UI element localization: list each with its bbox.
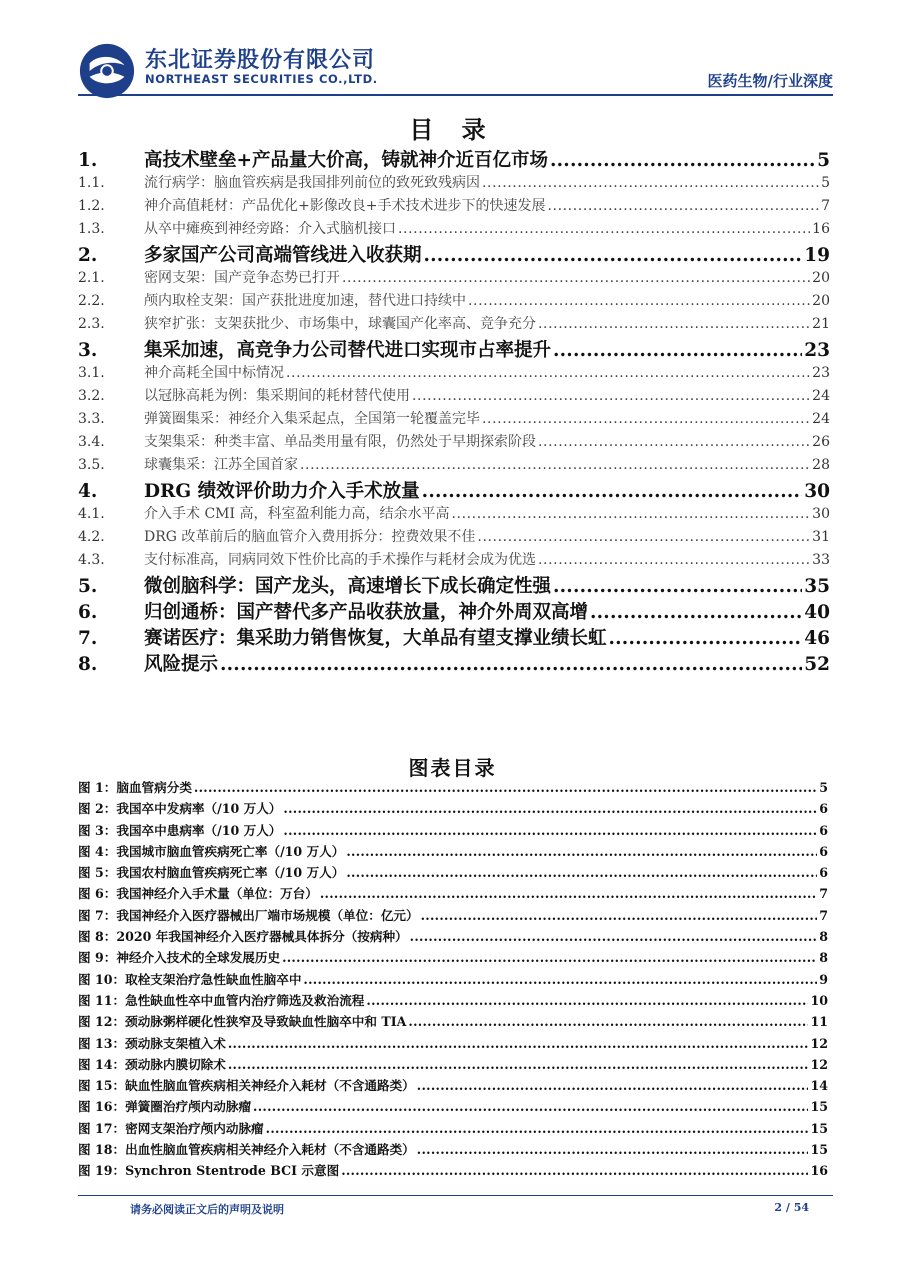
figure-entry[interactable] — [78, 777, 828, 798]
toc-entry[interactable] — [78, 267, 830, 290]
figure-entry-title: 缺血性脑血管疾病相关神经介入耗材（不含通路类） — [125, 1078, 415, 1094]
figure-entry-title: 我国城市脑血管疾病死亡率（/10 万人） — [116, 843, 345, 859]
figure-entry[interactable] — [78, 1054, 828, 1075]
dot-leader — [300, 457, 810, 473]
toc-entry-title: 流行病学：脑血管疾病是我国排列前位的致死致残病因 — [144, 175, 480, 191]
dot-leader — [468, 293, 810, 309]
toc-entry[interactable] — [78, 241, 830, 267]
toc-entry-page: 5 — [817, 150, 830, 171]
dot-leader — [398, 221, 810, 237]
figure-entry-title: 神经介入技术的全球发展历史 — [116, 950, 281, 966]
figure-entry-page: 5 — [819, 780, 828, 795]
figure-entry-title: 颈动脉粥样硬化性狭窄及导致缺血性脑卒中和 TIA — [125, 1014, 407, 1030]
toc-entry-page: 20 — [812, 293, 830, 309]
toc-entry[interactable] — [78, 526, 830, 549]
toc-entry-number: 5. — [78, 576, 98, 597]
footer-divider — [78, 1195, 833, 1196]
dot-leader — [266, 1121, 809, 1136]
dot-leader — [422, 481, 803, 502]
toc-entry[interactable] — [78, 477, 830, 503]
toc-entry-title: 介入手术 CMI 高，科室盈利能力高，结余水平高 — [144, 506, 450, 522]
toc-entry-number: 3.5. — [78, 457, 105, 473]
toc-entry-title: 支架集采：种类丰富、单品类用量有限，仍然处于早期探索阶段 — [144, 434, 536, 450]
toc-entry-page: 20 — [812, 270, 830, 286]
figure-entry-label: 图 6： — [78, 886, 117, 902]
figure-entry-title: 出血性脑血管疾病相关神经介入耗材（不含通路类） — [125, 1142, 415, 1158]
toc-entry-title: 赛诺医疗：集采助力销售恢复，大单品有望支撑业绩长虹 — [144, 628, 607, 649]
toc-entry-page: 46 — [804, 628, 830, 649]
toc-entry-number: 2. — [78, 245, 98, 266]
figure-entry-label: 图 17： — [78, 1120, 126, 1136]
toc-entry[interactable] — [78, 454, 830, 477]
dot-leader — [194, 780, 817, 795]
figure-entry-title: Synchron Stentrode BCI 示意图 — [125, 1163, 340, 1179]
dot-leader — [421, 908, 818, 923]
figure-entry-title: 密网支架治疗颅内动脉瘤 — [125, 1120, 264, 1136]
toc-entry[interactable] — [78, 385, 830, 408]
figure-entry-label: 图 10： — [78, 971, 126, 987]
toc-entry-number: 2.1. — [78, 270, 105, 286]
dot-leader — [228, 1057, 809, 1072]
toc-entry-page: 33 — [812, 552, 830, 568]
figure-index — [78, 777, 828, 1182]
figure-entry-label: 图 11： — [78, 992, 126, 1008]
figure-entry[interactable] — [78, 820, 828, 841]
figure-entry-page: 15 — [810, 1120, 828, 1136]
figure-entry[interactable] — [78, 1139, 828, 1160]
figure-entry[interactable] — [78, 883, 828, 904]
toc-entry-page: 30 — [812, 506, 830, 522]
figure-entry-page: 6 — [819, 865, 828, 881]
toc-entry[interactable] — [78, 336, 830, 362]
toc-entry-number: 2.3. — [78, 316, 105, 332]
dot-leader — [538, 316, 810, 332]
figure-entry-title: 我国卒中发病率（/10 万人） — [116, 801, 282, 817]
dot-leader — [320, 886, 817, 901]
table-of-contents — [78, 146, 830, 676]
toc-entry-title: 弹簧圈集采：神经介入集采起点，全国第一轮覆盖完毕 — [144, 411, 480, 427]
dot-leader — [283, 823, 817, 838]
dot-leader — [346, 844, 817, 859]
toc-entry-number: 7. — [78, 628, 98, 649]
figure-entry-label: 图 5： — [78, 865, 117, 881]
toc-title: 目 录 — [409, 115, 496, 144]
figure-entry-label: 图 12： — [78, 1014, 126, 1030]
figure-entry[interactable] — [78, 798, 828, 819]
figure-entry-title: 2020 年我国神经介入医疗器械具体拆分（按病种） — [116, 929, 408, 945]
toc-entry[interactable] — [78, 431, 830, 454]
figure-entry-label: 图 4： — [78, 843, 117, 859]
toc-entry[interactable] — [78, 572, 830, 598]
toc-entry-title: 支付标准高，同病同效下性价比高的手术操作与耗材会成为优选 — [144, 552, 536, 568]
figure-entry-page: 11 — [810, 1014, 828, 1030]
dot-leader — [482, 411, 810, 427]
figure-entry-page: 12 — [810, 1056, 828, 1072]
figure-entry-title: 我国神经介入医疗器械出厂端市场规模（单位：亿元） — [116, 907, 419, 923]
figure-entry-page: 6 — [819, 843, 828, 859]
figure-entry-title: 颈动脉支架植入术 — [125, 1035, 226, 1051]
toc-entry-page: 21 — [812, 316, 830, 332]
dot-leader — [253, 1099, 808, 1114]
toc-entry-number: 1. — [78, 150, 98, 171]
figure-entry-label: 图 1： — [78, 780, 117, 795]
figure-entry[interactable] — [78, 1160, 828, 1181]
toc-entry-page: 7 — [821, 198, 830, 214]
page-number: 2 / 54 — [774, 1201, 809, 1214]
dot-leader — [417, 1078, 809, 1093]
figure-entry[interactable] — [78, 969, 828, 990]
dot-leader — [550, 150, 815, 171]
figure-entry-title: 我国农村脑血管疾病死亡率（/10 万人） — [116, 865, 345, 881]
toc-entry-page: 30 — [804, 481, 830, 502]
company-logo — [78, 42, 136, 100]
figure-entry-page: 15 — [810, 1099, 828, 1115]
figure-entry-page: 14 — [810, 1078, 828, 1094]
toc-entry-title: 从卒中瘫痪到神经旁路：介入式脑机接口 — [144, 221, 396, 237]
toc-entry-number: 4. — [78, 481, 98, 502]
figure-entry-title: 颈动脉内膜切除术 — [125, 1056, 226, 1072]
dot-leader — [609, 628, 803, 649]
dot-leader — [342, 270, 810, 286]
figure-entry-title: 我国卒中患病率（/10 万人） — [116, 822, 282, 838]
dot-leader — [303, 972, 817, 987]
toc-entry-number: 4.3. — [78, 552, 105, 568]
figure-entry-page: 7 — [819, 886, 828, 902]
figure-entry-label: 图 8： — [78, 929, 117, 945]
dot-leader — [482, 175, 819, 191]
figure-entry[interactable] — [78, 1033, 828, 1054]
dot-leader — [341, 1163, 808, 1178]
toc-entry-number: 3.2. — [78, 388, 105, 404]
toc-entry-number: 4.1. — [78, 506, 105, 522]
figure-entry-page: 12 — [810, 1035, 828, 1051]
toc-entry-page: 23 — [804, 340, 830, 361]
figure-entry-label: 图 3： — [78, 822, 117, 838]
toc-entry-page: 24 — [812, 388, 830, 404]
dot-leader — [366, 993, 808, 1008]
toc-entry[interactable] — [78, 218, 830, 241]
figure-entry-page: 6 — [819, 822, 828, 838]
dot-leader — [538, 434, 810, 450]
toc-entry-number: 2.2. — [78, 293, 105, 309]
toc-entry[interactable] — [78, 313, 830, 336]
dot-leader — [477, 529, 810, 545]
toc-entry-page: 31 — [812, 529, 830, 545]
report-category: 医药生物/行业深度 — [707, 72, 833, 90]
figure-entry-page: 16 — [810, 1163, 828, 1179]
figure-entry[interactable] — [78, 1096, 828, 1117]
toc-entry-number: 3.3. — [78, 411, 105, 427]
dot-leader — [412, 388, 810, 404]
toc-entry-page: 5 — [821, 175, 830, 191]
toc-entry[interactable] — [78, 146, 830, 172]
figure-entry[interactable] — [78, 947, 828, 968]
dot-leader — [282, 950, 817, 965]
toc-entry-page: 19 — [804, 245, 830, 266]
toc-entry-title: 神介高耗全国中标情况 — [144, 365, 284, 381]
figure-entry-page: 8 — [819, 929, 828, 945]
dot-leader — [346, 865, 817, 880]
disclaimer-note: 请务必阅读正文后的声明及说明 — [130, 1203, 284, 1216]
toc-entry-title: 球囊集采：江苏全国首家 — [144, 457, 298, 473]
figure-entry[interactable] — [78, 926, 828, 947]
dot-leader — [283, 801, 817, 816]
figure-entry-title: 弹簧圈治疗颅内动脉瘤 — [125, 1099, 252, 1115]
figure-entry[interactable] — [78, 905, 828, 926]
dot-leader — [547, 198, 819, 214]
toc-entry-page: 23 — [812, 365, 830, 381]
toc-entry-title: 颅内取栓支架：国产获批进度加速，替代进口持续中 — [144, 293, 466, 309]
dot-leader — [410, 929, 818, 944]
company-name-en: NORTHEAST SECURITIES CO.,LTD. — [145, 72, 378, 86]
figure-entry-title: 急性缺血性卒中血管内治疗筛选及救治流程 — [125, 992, 365, 1008]
dot-leader — [286, 365, 810, 381]
figure-entry-title: 脑血管病分类 — [116, 780, 192, 795]
figure-entry-title: 取栓支架治疗急性缺血性脑卒中 — [125, 971, 302, 987]
toc-entry-number: 1.2. — [78, 198, 105, 214]
figure-entry-page: 8 — [819, 950, 828, 966]
dot-leader — [590, 602, 802, 623]
toc-entry-title: 多家国产公司高端管线进入收获期 — [144, 245, 422, 266]
dot-leader — [553, 340, 802, 361]
figure-entry[interactable] — [78, 841, 828, 862]
toc-entry-number: 3. — [78, 340, 98, 361]
toc-entry-title: DRG 改革前后的脑血管介入费用拆分：控费效果不佳 — [144, 529, 476, 545]
toc-entry[interactable] — [78, 549, 830, 572]
toc-entry-title: 归创通桥：国产替代多产品收获放量，神介外周双高增 — [144, 602, 589, 623]
toc-entry[interactable] — [78, 172, 830, 195]
toc-entry-title: 以冠脉高耗为例：集采期间的耗材替代使用 — [144, 388, 410, 404]
toc-entry-title: 密网支架：国产竞争态势已打开 — [144, 270, 340, 286]
toc-entry-page: 40 — [804, 602, 830, 623]
dot-leader — [408, 1014, 808, 1029]
figure-entry[interactable] — [78, 1075, 828, 1096]
figure-entry-label: 图 14： — [78, 1056, 126, 1072]
toc-entry-page: 24 — [812, 411, 830, 427]
figure-entry-label: 图 7： — [78, 907, 117, 923]
toc-entry[interactable] — [78, 624, 830, 650]
toc-entry[interactable] — [78, 503, 830, 526]
figure-entry-page: 10 — [810, 992, 828, 1008]
toc-entry-number: 4.2. — [78, 529, 105, 545]
figure-entry-label: 图 15： — [78, 1078, 126, 1094]
figure-entry-label: 图 19： — [78, 1163, 126, 1179]
toc-entry-page: 35 — [804, 576, 830, 597]
toc-entry-title: 风险提示 — [144, 654, 219, 675]
toc-entry-page: 28 — [812, 457, 830, 473]
toc-entry-page: 26 — [812, 434, 830, 450]
header-divider — [78, 94, 833, 96]
toc-entry-number: 3.4. — [78, 434, 105, 450]
toc-entry-number: 8. — [78, 654, 98, 675]
toc-entry-title: DRG 绩效评价助力介入手术放量 — [144, 481, 420, 502]
figure-entry-label: 图 18： — [78, 1142, 126, 1158]
figure-entry[interactable] — [78, 862, 828, 883]
toc-entry-number: 1.3. — [78, 221, 105, 237]
toc-entry-title: 微创脑科学：国产龙头，高速增长下成长确定性强 — [144, 576, 552, 597]
dot-leader — [228, 1036, 809, 1051]
toc-entry-number: 3.1. — [78, 365, 105, 381]
figure-entry[interactable] — [78, 1011, 828, 1032]
toc-entry[interactable] — [78, 195, 830, 218]
figure-entry[interactable] — [78, 990, 828, 1011]
figure-entry-label: 图 2： — [78, 801, 117, 817]
toc-entry[interactable] — [78, 598, 830, 624]
figure-entry-label: 图 16： — [78, 1099, 126, 1115]
figure-entry[interactable] — [78, 1118, 828, 1139]
toc-entry-title: 高技术壁垒+产品量大价高，铸就神介近百亿市场 — [144, 150, 549, 171]
figure-entry-page: 15 — [810, 1142, 828, 1158]
dot-leader — [417, 1142, 809, 1157]
dot-leader — [553, 576, 802, 597]
figure-index-title: 图表目录 — [408, 756, 497, 780]
toc-entry-page: 52 — [804, 654, 830, 675]
figure-entry-label: 图 9： — [78, 950, 117, 966]
toc-entry[interactable] — [78, 362, 830, 385]
dot-leader — [538, 552, 810, 568]
toc-entry[interactable] — [78, 408, 830, 431]
toc-entry-title: 狭窄扩张：支架获批少、市场集中，球囊国产化率高、竞争充分 — [144, 316, 536, 332]
toc-entry-title: 神介高值耗材：产品优化+影像改良+手术技术进步下的快速发展 — [144, 198, 546, 214]
toc-entry[interactable] — [78, 290, 830, 313]
figure-entry-page: 7 — [819, 907, 828, 923]
toc-entry-title: 集采加速，高竞争力公司替代进口实现市占率提升 — [144, 340, 552, 361]
toc-entry-number: 6. — [78, 602, 98, 623]
figure-entry-title: 我国神经介入手术量（单位：万台） — [116, 886, 318, 902]
figure-entry-label: 图 13： — [78, 1035, 126, 1051]
dot-leader — [451, 506, 810, 522]
figure-entry-page: 9 — [819, 971, 828, 987]
toc-entry[interactable] — [78, 650, 830, 676]
figure-entry-page: 6 — [819, 801, 828, 817]
company-name-cn: 东北证券股份有限公司 — [145, 48, 376, 73]
dot-leader — [424, 245, 803, 266]
dot-leader — [220, 654, 802, 675]
toc-entry-number: 1.1. — [78, 175, 105, 191]
toc-entry-page: 16 — [812, 221, 830, 237]
